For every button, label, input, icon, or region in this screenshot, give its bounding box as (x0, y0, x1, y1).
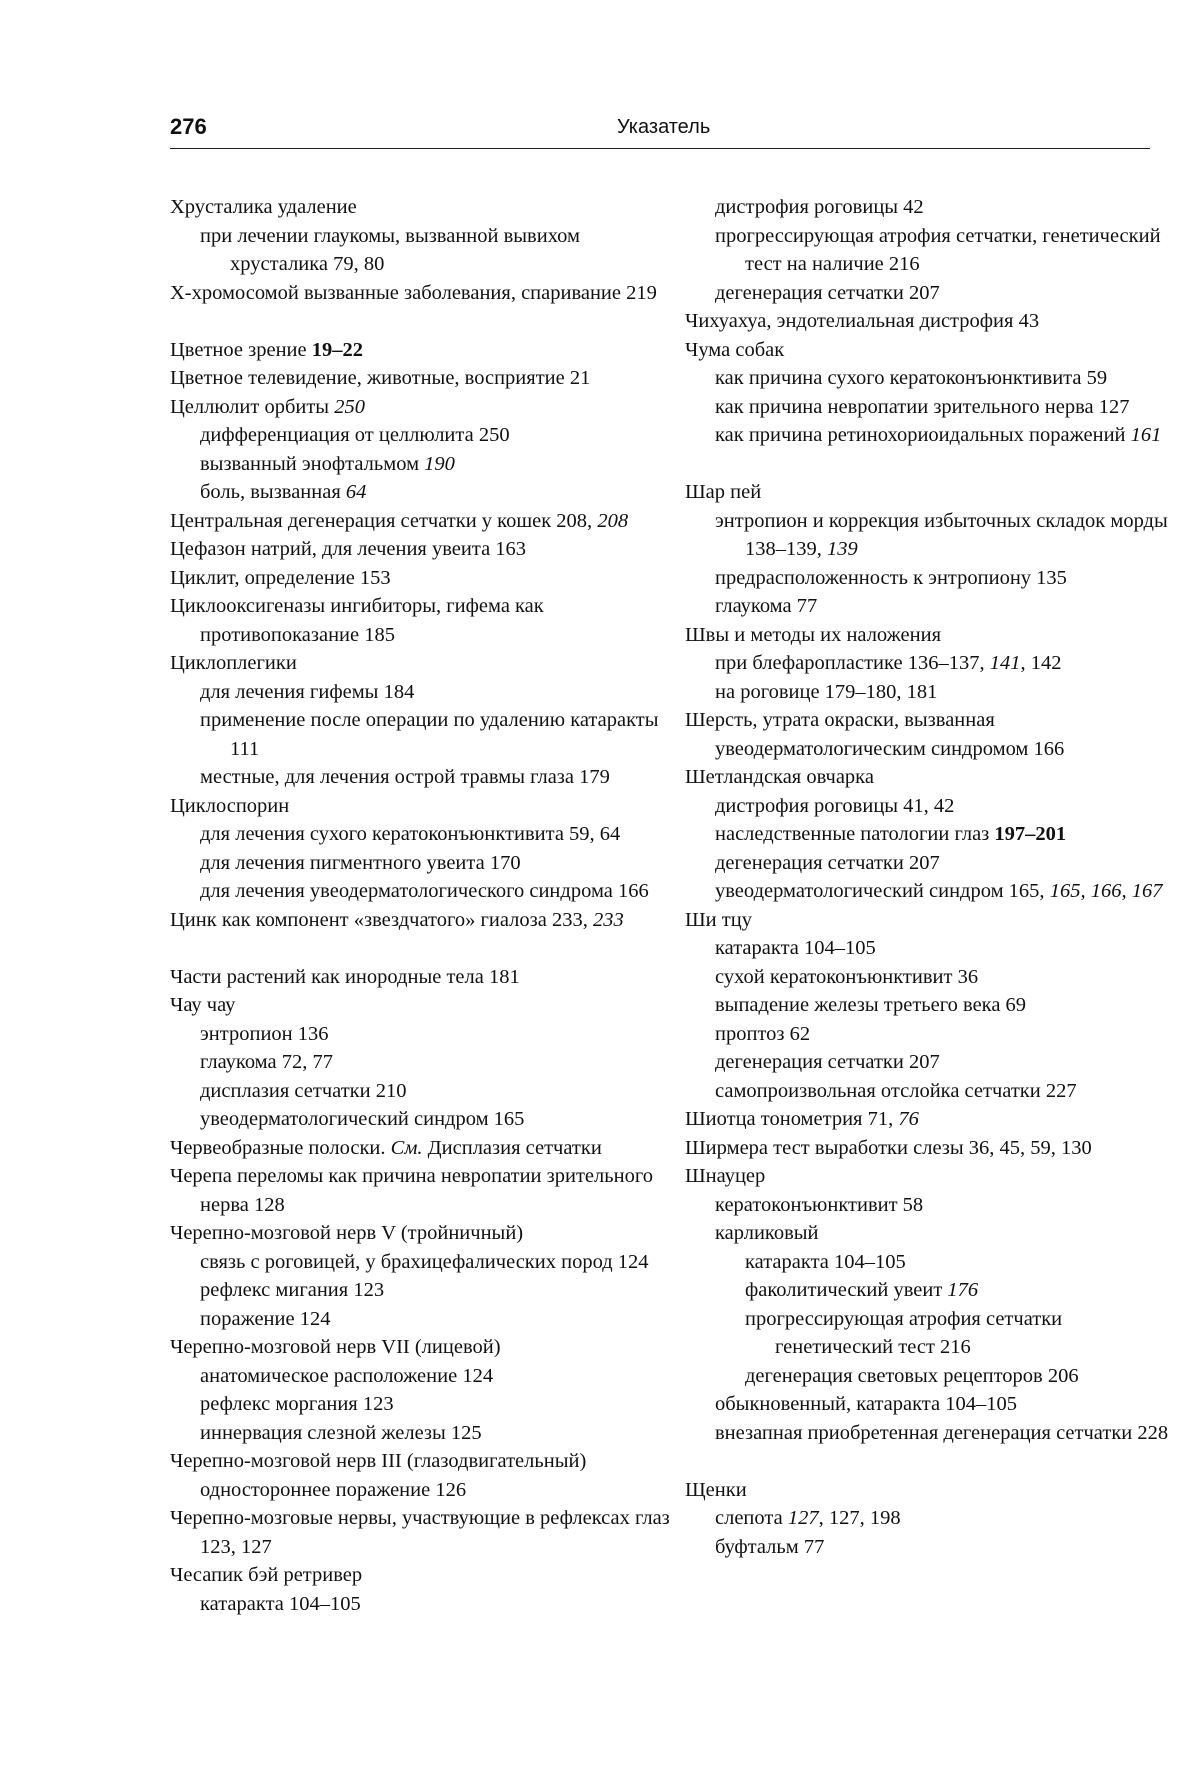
index-subentry: проптоз 62 (715, 1022, 811, 1045)
index-subentry: иннервация слезной железы 125 (200, 1421, 482, 1444)
index-entry: Циклоспорин (170, 794, 290, 817)
index-section-gap (170, 934, 670, 963)
index-subentry: энтропион 136 (200, 1022, 329, 1045)
index-subentry: прогрессирующая атрофия сетчатки, генетический тест на наличие 216 (715, 224, 1161, 275)
index-subentry: слепота 127, 127, 198 (715, 1507, 901, 1529)
index-entry: Черепно-мозговой нерв V (тройничный) (170, 1222, 524, 1244)
index-entry: Черепно-мозговой нерв III (глазодвигательный) (170, 1450, 587, 1472)
index-subentry: на роговице 179–180, 181 (715, 680, 938, 703)
index-entry: Черепа переломы как причина невропатии зрительного нерва 128 (170, 1165, 653, 1216)
index-entry: Цинк как компонент «звездчатого» гиалоза 233, 233 (170, 908, 624, 931)
index-entry: Шерсть, утрата окраски, вызванная увеодерматологическим синдромом 166 (685, 709, 1065, 760)
index-entry: Циклоплегики (170, 652, 297, 674)
index-subentry: для лечения сухого кератоконъюнктивита 59, 64 (200, 823, 621, 845)
index-subentry: прогрессирующая атрофия сетчатки генетический тест 216 (745, 1307, 1063, 1358)
index-entry: Шнауцер (685, 1165, 766, 1187)
index-subentry: поражение 124 (200, 1307, 331, 1330)
index-subentry: самопроизвольная отслойка сетчатки 227 (715, 1079, 1077, 1102)
index-subentry: дисплазия сетчатки 210 (200, 1079, 407, 1102)
index-entry: Шетландская овчарка (685, 766, 874, 788)
index-entry: Цветное телевидение, животные, восприятие 21 (170, 367, 591, 389)
header-rule (170, 148, 1150, 149)
index-subentry: при блефаропластике 136–137, 141, 142 (715, 652, 1062, 674)
index-entry: Части растений как инородные тела 181 (170, 965, 520, 988)
index-entry: Черепно-мозговой нерв VII (лицевой) (170, 1336, 501, 1358)
index-subentry: сухой кератоконъюнктивит 36 (715, 965, 979, 988)
index-entry: Цветное зрение 19–22 (170, 338, 363, 361)
index-entry: Черепно-мозговые нервы, участвующие в рефлексах глаз 123, 127 (170, 1507, 670, 1558)
index-entry: Циклит, определение 153 (170, 566, 391, 589)
running-title: Указатель (617, 116, 711, 138)
index-column-left (170, 193, 670, 1618)
index-subentry: энтропион и коррекция избыточных складок морды 138–139, 139 (715, 509, 1168, 560)
index-subentry: факолитический увеит 176 (745, 1279, 979, 1301)
index-entry: Циклооксигеназы ингибиторы, гифема как противопоказание 185 (170, 595, 544, 646)
index-subentry: катаракта 104–105 (745, 1250, 906, 1273)
index-subentry: одностороннее поражение 126 (200, 1478, 467, 1501)
index-entry: Ширмера тест выработки слезы 36, 45, 59, 130 (685, 1136, 1092, 1159)
index-subentry: применение после операции по удалению катаракты 111 (200, 709, 659, 760)
index-subentry: местные, для лечения острой травмы глаза 179 (200, 766, 610, 788)
index-subentry: для лечения гифемы 184 (200, 680, 415, 703)
index-subentry: дегенерация сетчатки 207 (715, 851, 940, 874)
index-subentry: увеодерматологический синдром 165, 165, 166, 167 (715, 880, 1163, 902)
index-entry: Х-хромосомой вызванные заболевания, спаривание 219 (170, 281, 657, 304)
index-entry: Целлюлит орбиты 250 (170, 395, 365, 418)
index-section-gap (170, 307, 670, 336)
index-subentry: связь с роговицей, у брахицефалических пород 124 (200, 1250, 649, 1273)
index-subentry: вызванный энофтальмом 190 (200, 452, 455, 475)
index-subentry: глаукома 77 (715, 595, 818, 617)
index-entry: Чихуахуа, эндотелиальная дистрофия 43 (685, 310, 1040, 332)
index-entry: Чесапик бэй ретривер (170, 1564, 363, 1586)
index-subentry: рефлекс мигания 123 (200, 1279, 385, 1301)
index-column-right (685, 193, 1175, 1561)
index-subentry: дистрофия роговицы 42 (715, 196, 924, 218)
index-subentry: при лечении глаукомы, вызванной вывихом хрусталика 79, 80 (200, 224, 581, 275)
index-entry: Центральная дегенерация сетчатки у кошек 208, 208 (170, 509, 629, 532)
index-subentry: для лечения увеодерматологического синдрома 166 (200, 880, 649, 902)
index-subentry: для лечения пигментного увеита 170 (200, 851, 521, 874)
index-entry: Швы и методы их наложения (685, 623, 942, 646)
index-section-gap (685, 450, 1175, 479)
index-subentry: как причина невропатии зрительного нерва 127 (715, 395, 1130, 418)
index-entry: Шиотца тонометрия 71, 76 (685, 1108, 919, 1130)
index-subentry: катаракта 104–105 (715, 937, 876, 959)
index-subentry: предрасположенность к энтропиону 135 (715, 566, 1067, 589)
index-subentry: дегенерация сетчатки 207 (715, 281, 940, 304)
index-entry: Чума собак (685, 338, 785, 361)
index-subentry: дегенерация сетчатки 207 (715, 1051, 940, 1073)
index-subentry: обыкновенный, катаракта 104–105 (715, 1393, 1017, 1415)
index-subentry: как причина сухого кератоконъюнктивита 59 (715, 367, 1108, 389)
index-entry: Цефазон натрий, для лечения увеита 163 (170, 538, 527, 560)
index-entry: Чау чау (170, 994, 236, 1016)
index-subentry: катаракта 104–105 (200, 1592, 361, 1615)
index-subentry: рефлекс моргания 123 (200, 1393, 394, 1415)
index-subentry: дегенерация световых рецепторов 206 (745, 1364, 1079, 1387)
index-section-gap (685, 1447, 1175, 1476)
index-subentry: буфтальм 77 (715, 1535, 825, 1558)
page-number: 276 (170, 114, 207, 139)
index-subentry: карликовый (715, 1222, 819, 1244)
index-subentry: как причина ретинохориоидальных поражений 161 (715, 424, 1162, 446)
index-entry: Щенки (685, 1478, 747, 1501)
page-header (170, 114, 1150, 150)
index-subentry: внезапная приобретенная дегенерация сетчатки 228 (715, 1421, 1169, 1444)
index-entry: Червеобразные полоски. См. Дисплазия сетчатки (170, 1136, 602, 1159)
index-subentry: наследственные патологии глаз 197–201 (715, 823, 1067, 845)
index-subentry: выпадение железы третьего века 69 (715, 994, 1027, 1016)
index-entry: Хрусталика удаление (170, 196, 357, 218)
index-entry: Шар пей (685, 481, 762, 503)
index-subentry: боль, вызванная 64 (200, 481, 367, 503)
index-subentry: кератоконъюнктивит 58 (715, 1193, 924, 1216)
index-subentry: увеодерматологический синдром 165 (200, 1108, 525, 1130)
index-subentry: дифференциация от целлюлита 250 (200, 424, 510, 446)
index-subentry: дистрофия роговицы 41, 42 (715, 794, 955, 817)
index-subentry: анатомическое расположение 124 (200, 1364, 494, 1387)
index-entry: Ши тцу (685, 908, 752, 931)
index-subentry: глаукома 72, 77 (200, 1051, 333, 1073)
